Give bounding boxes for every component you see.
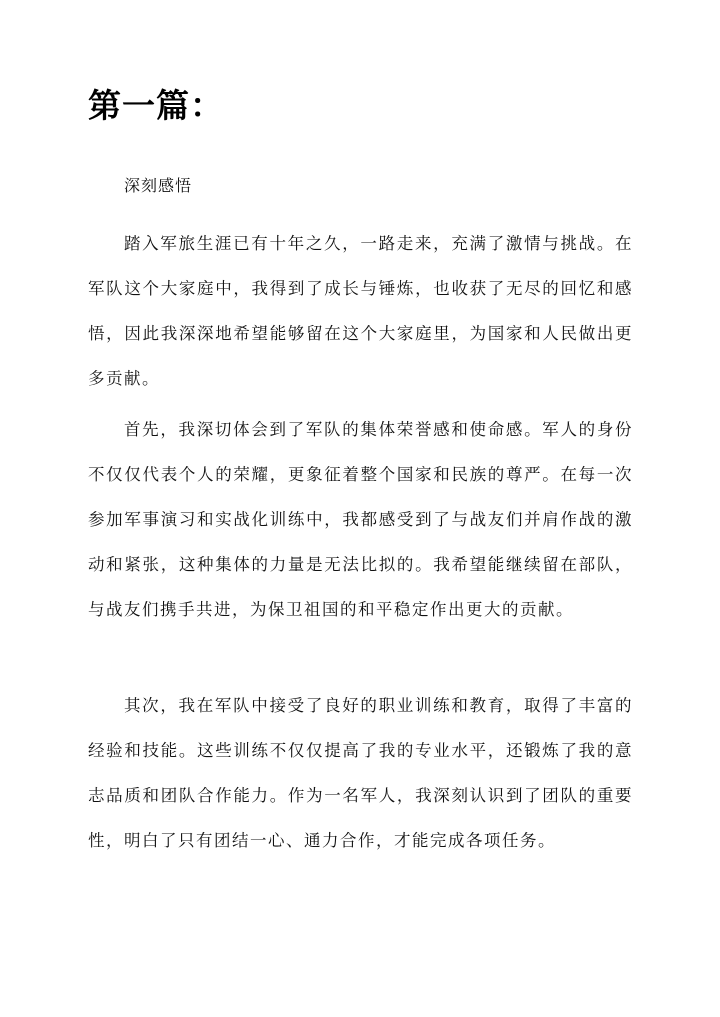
section-subtitle: 深刻感悟 — [124, 176, 193, 195]
paragraph-1: 踏入军旅生涯已有十年之久，一路走来，充满了激情与挑战。在军队这个大家庭中，我得到了成长与锤炼，也收获了无尽的回忆和感悟，因此我深深地希望能够留在这个大家庭里，为国家和人民做出更多贡献。 — [88, 234, 633, 388]
paragraph-2: 首先，我深切体会到了军队的集体荣誉感和使命感。军人的身份不仅仅代表个人的荣耀，更象征着整个国家和民族的尊严。在每一次参加军事演习和实战化训练中，我都感受到了与战友们并肩作战的激动和紧张，这种集体的力量是无法比拟的。我希望能继续留在部队，与战友们携手共进，为保卫祖国的和平稳定作出更大的贡献。 — [88, 420, 633, 619]
paragraph-3: 其次，我在军队中接受了良好的职业训练和教育，取得了丰富的经验和技能。这些训练不仅仅提高了我的专业水平，还锻炼了我的意志品质和团队合作能力。作为一名军人，我深刻认识到了团队的重要性，明白了只有团结一心、通力合作，才能完成各项任务。 — [88, 696, 633, 850]
document-heading: 第一篇： — [88, 86, 224, 125]
